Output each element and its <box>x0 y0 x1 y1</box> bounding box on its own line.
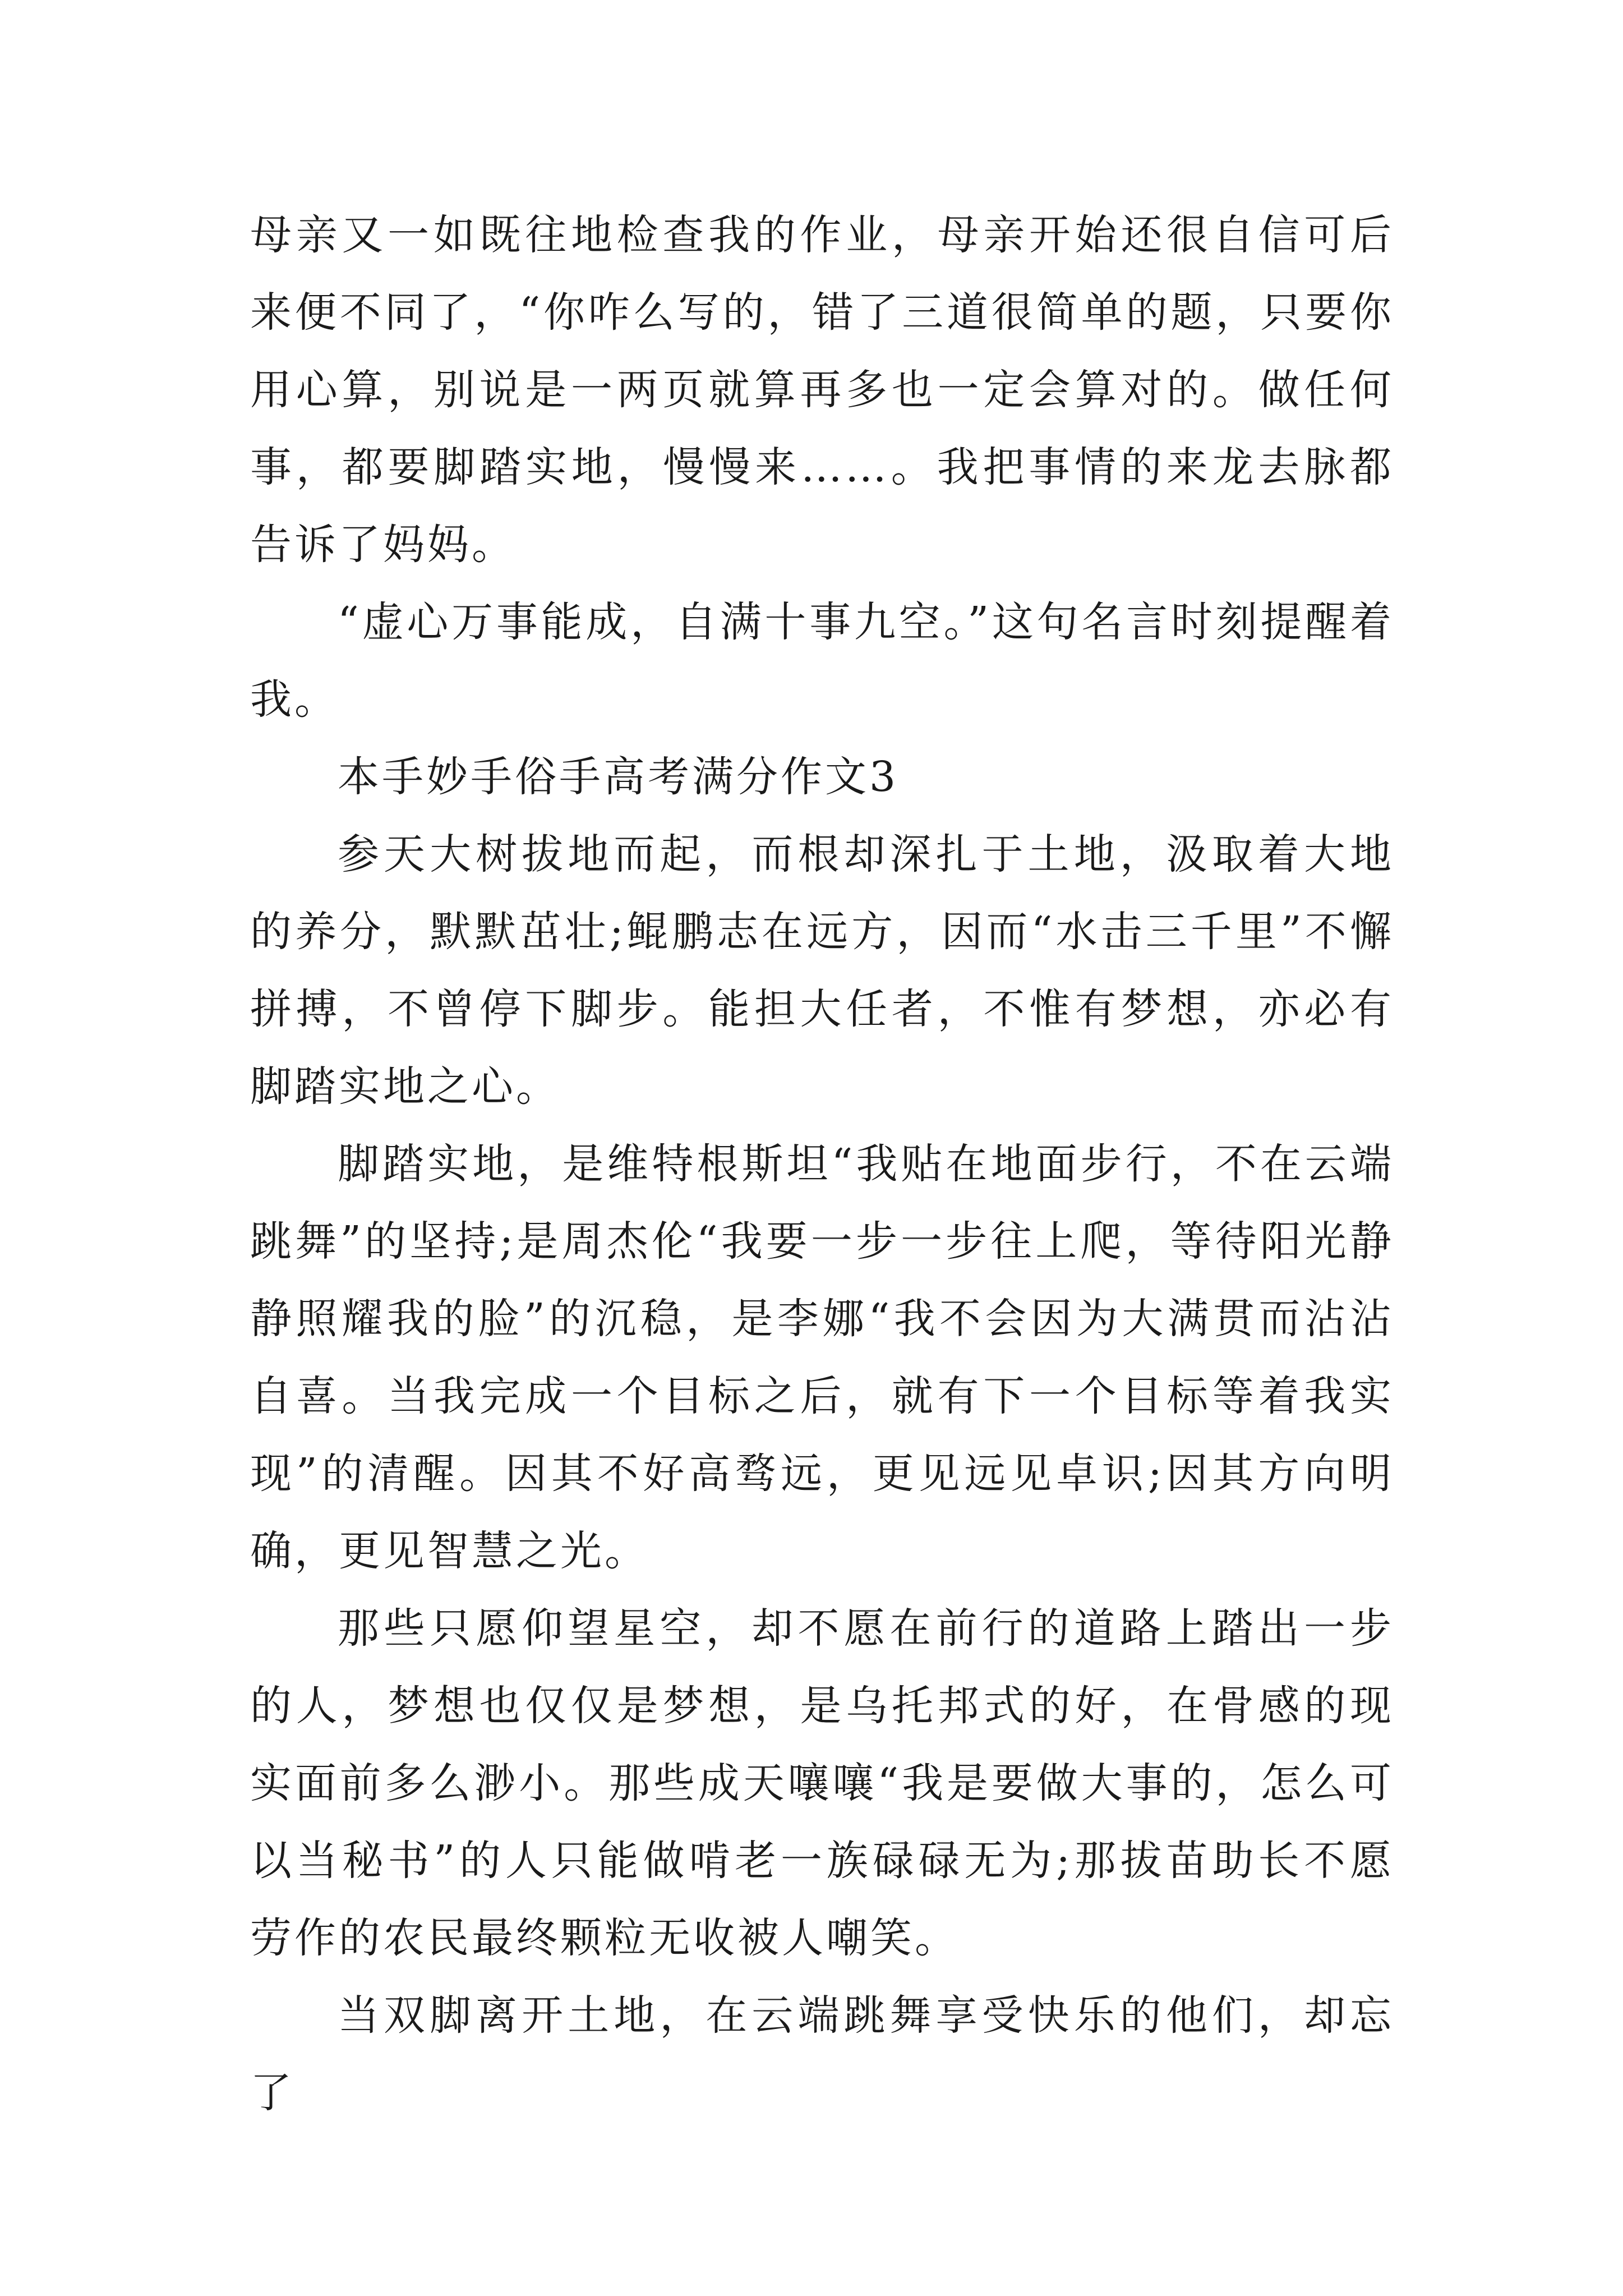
paragraph: 母亲又一如既往地检查我的作业，母亲开始还很自信可后来便不同了，“你咋么写的，错了三道很简单的题，只要你用心算，别说是一两页就算再多也一定会算对的。做任何事，都要脚踏实地，慢慢来……。我把事情的来龙去脉都告诉了妈妈。 <box>250 211 1394 569</box>
paragraph: 当双脚离开土地，在云端跳舞享受快乐的他们，却忘了 <box>250 1991 1394 2117</box>
section-title: 本手妙手俗手高考满分作文3 <box>338 753 899 801</box>
paragraph: 脚踏实地，是维特根斯坦“我贴在地面步行，不在云端跳舞”的坚持;是周杰伦“我要一步一步往上爬，等待阳光静静照耀我的脸”的沉稳，是李娜“我不会因为大满贯而沾沾自喜。当我完成一个目标之后，就有下一个目标等着我实现”的清醒。因其不好高骛远，更见远见卓识;因其方向明确，更见智慧之光。 <box>250 1140 1394 1575</box>
paragraph: 参天大树拔地而起，而根却深扎于土地，汲取着大地的养分，默默茁壮;鲲鹏志在远方，因而“水击三千里”不懈拼搏，不曾停下脚步。能担大任者，不惟有梦想，亦必有脚踏实地之心。 <box>250 830 1394 1111</box>
document-body <box>250 196 1394 2132</box>
paragraph: 那些只愿仰望星空，却不愿在前行的道路上踏出一步的人，梦想也仅仅是梦想，是乌托邦式的好，在骨感的现实面前多么渺小。那些成天嚷嚷“我是要做大事的，怎么可以当秘书”的人只能做啃老一族碌碌无为;那拔苗助长不愿劳作的农民最终颗粒无收被人嘲笑。 <box>250 1604 1394 1962</box>
paragraph-quote: “虚心万事能成，自满十事九空。”这句名言时刻提醒着我。 <box>250 598 1394 724</box>
